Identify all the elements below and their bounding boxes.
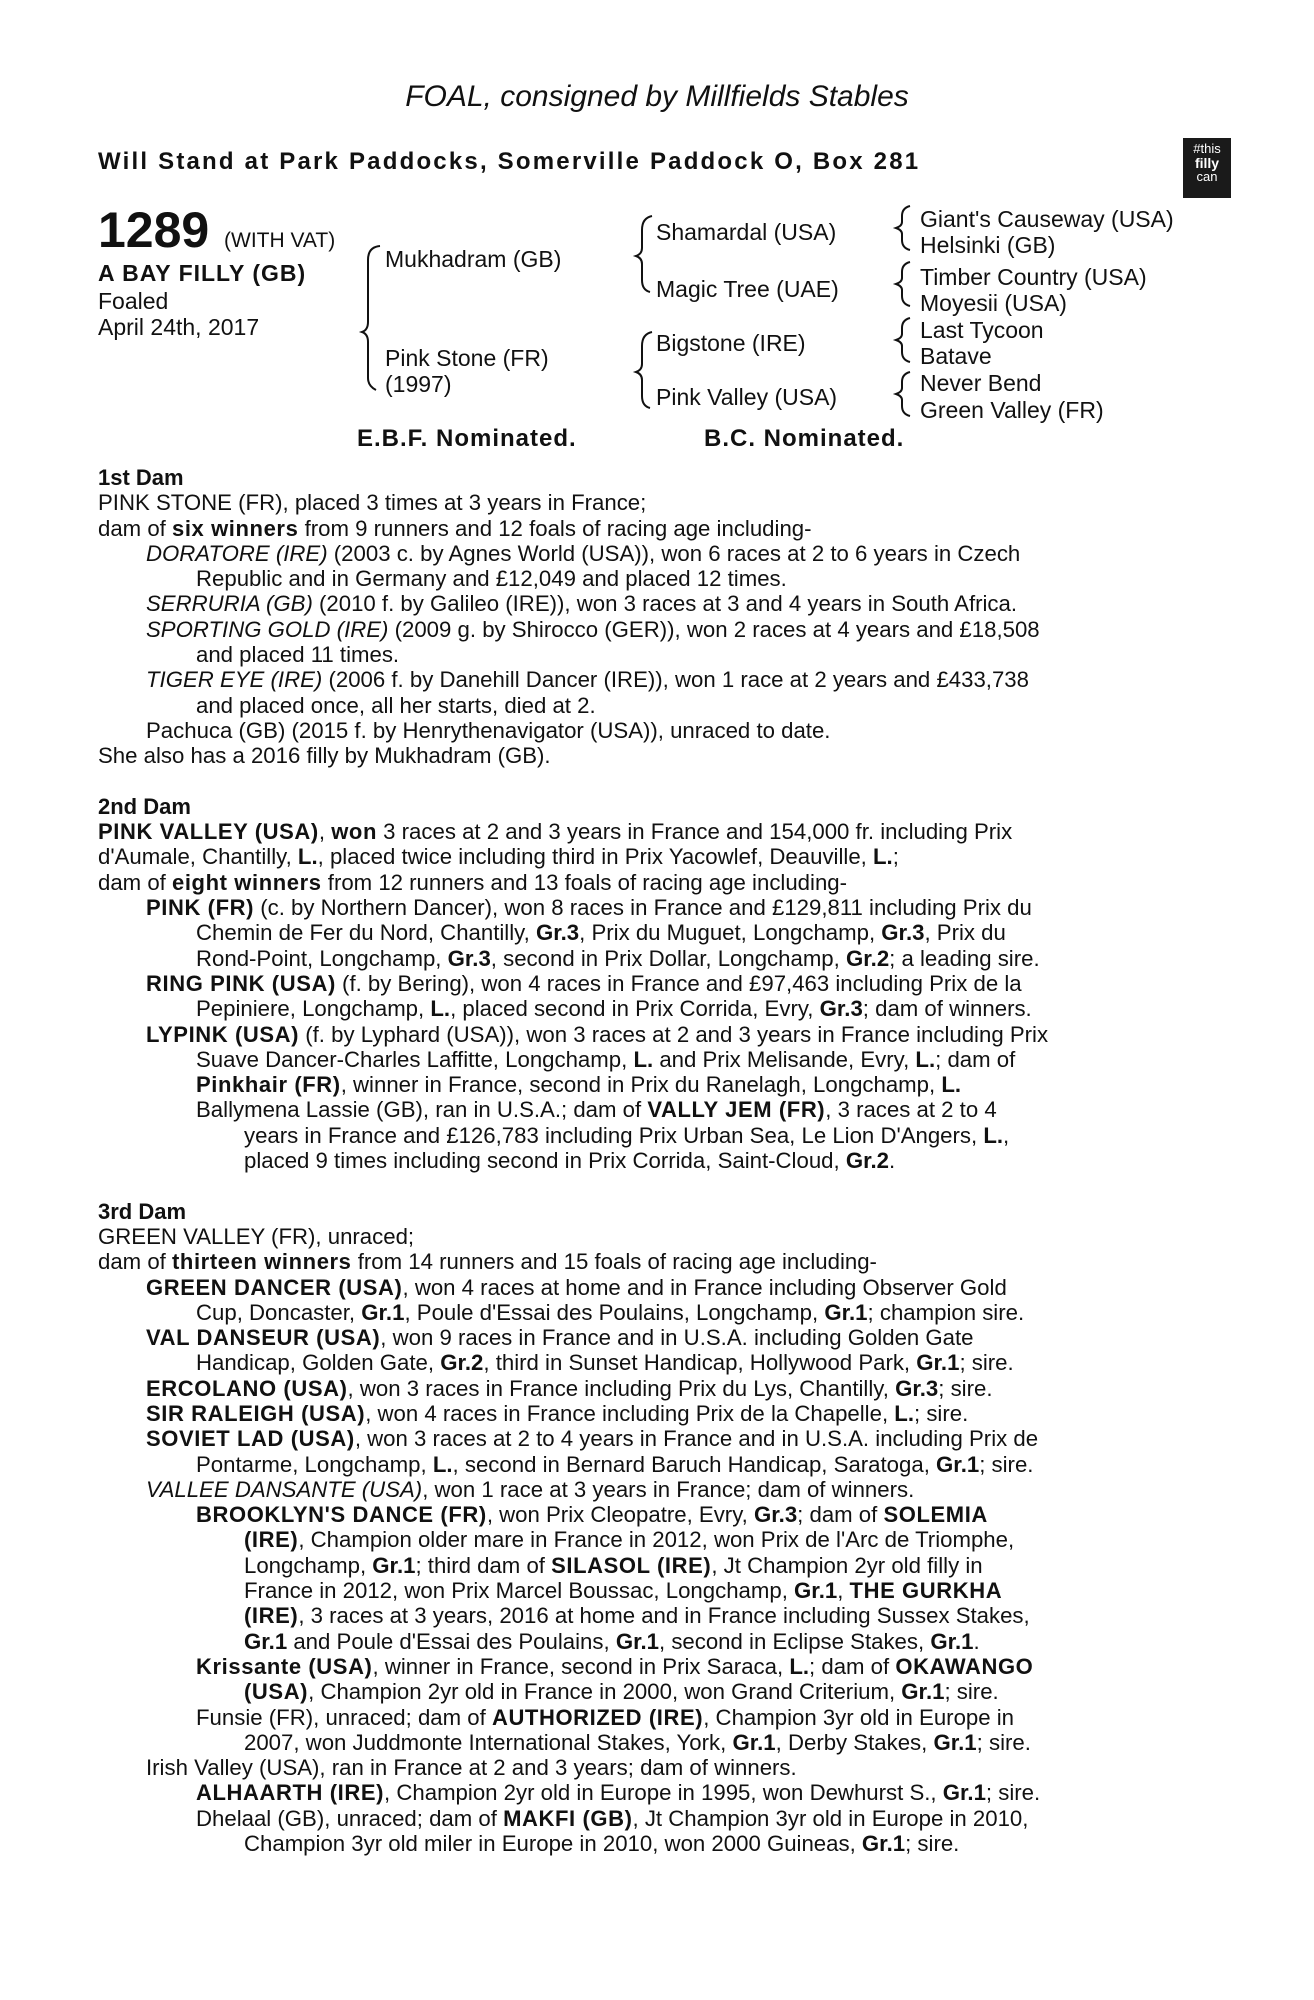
horse-name: PINK VALLEY (USA): [98, 819, 319, 845]
race-grade: Gr.1: [901, 1679, 945, 1705]
race-grade: Gr.1: [361, 1299, 405, 1325]
produce-entry-cont: [98, 920, 1218, 945]
third-dam-produce-summary: [98, 1249, 1218, 1274]
text: , placed twice including third in Prix Yacowlef, Deauville,: [317, 844, 873, 870]
race-grade: Gr.1: [930, 1628, 974, 1654]
ebf-nominated: E.B.F. Nominated.: [357, 425, 577, 452]
text: Ballymena Lassie (GB), ran in U.S.A.; dam of: [196, 1097, 648, 1123]
produce-entry-cont: Republic and in Germany and £12,049 and placed 12 times.: [196, 566, 787, 592]
text: , second in Eclipse Stakes,: [658, 1628, 931, 1654]
text: , Prix du: [924, 920, 1006, 946]
produce-entry-cont: [98, 996, 1218, 1021]
text: , Champion older mare in France in 2012, won Prix de l'Arc de Triomphe,: [298, 1527, 1015, 1553]
text: , won 4 races in France including Prix de la Chapelle,: [365, 1400, 895, 1426]
text: ; dam of: [809, 1653, 896, 1679]
text: , 3 races at 2 to 4: [825, 1097, 997, 1123]
horse-name: BROOKLYN'S DANCE (FR): [196, 1502, 487, 1528]
horse-name: THE GURKHA: [849, 1578, 1003, 1604]
produce-entry-cont: [98, 946, 1218, 971]
text: 2007, won Juddmonte International Stakes, York,: [244, 1729, 733, 1755]
text: , 3 races at 3 years, 2016 at home and in France including Sussex Stakes,: [298, 1603, 1030, 1629]
dam-dam-dam: Green Valley (FR): [920, 397, 1104, 423]
produce-note: She also has a 2016 filly by Mukhadram (GB).: [98, 743, 551, 769]
text: from 9 runners and 12 foals of racing age including-: [298, 515, 812, 541]
text: from 14 runners and 15 foals of racing age including-: [351, 1249, 877, 1275]
text: , winner in France, second in Prix du Ranelagh, Longchamp,: [340, 1072, 942, 1098]
text: dam of: [98, 515, 172, 541]
badge-line-3: can: [1196, 169, 1218, 184]
race-grade: L.: [297, 844, 318, 870]
text: ;: [892, 844, 899, 870]
horse-name: Pinkhair (FR): [196, 1072, 341, 1098]
text: dam of: [98, 1249, 172, 1275]
sire: Mukhadram (GB): [385, 246, 562, 272]
grand-produce-entry-cont: [98, 1629, 1218, 1654]
text: dam of: [98, 869, 172, 895]
horse-name: VALLEE DANSANTE (USA): [146, 1476, 423, 1502]
text: Rond-Point, Longchamp,: [196, 945, 448, 971]
race-grade: Gr.1: [824, 1299, 868, 1325]
badge-line-1: #this: [1193, 141, 1221, 156]
horse-name: SILASOL (IRE): [551, 1552, 712, 1578]
text: Chemin de Fer du Nord, Chantilly,: [196, 920, 536, 946]
text: .: [889, 1148, 896, 1174]
produce-entry: [98, 1477, 1218, 1502]
vat-note: (WITH VAT): [224, 229, 336, 252]
first-dam-line: PINK STONE (FR), placed 3 times at 3 years in France;: [98, 490, 647, 516]
race-grade: L.: [983, 1122, 1004, 1148]
race-grade: L.: [789, 1653, 810, 1679]
text: , Jt Champion 2yr old filly in: [711, 1552, 983, 1578]
third-dam-line: GREEN VALLEY (FR), unraced;: [98, 1223, 415, 1249]
text: ; third dam of: [415, 1552, 552, 1578]
text: (f. by Lyphard (USA)), won 3 races at 2 and 3 years in France including Prix: [299, 1021, 1049, 1047]
text: Pepiniere, Longchamp,: [196, 996, 431, 1022]
grand-produce-entry-cont: [98, 1831, 1218, 1856]
produce-entry-cont: and placed once, all her starts, died at 2.: [196, 692, 596, 718]
text: ,: [318, 819, 332, 845]
text: ; sire.: [979, 1451, 1034, 1477]
lot-title: A BAY FILLY (GB): [98, 260, 307, 286]
grand-produce-entry-cont: [98, 1603, 1218, 1628]
horse-name: ALHAARTH (IRE): [196, 1780, 385, 1806]
text: won: [331, 819, 377, 845]
horse-name: AUTHORIZED (IRE): [491, 1704, 704, 1730]
grand-produce-entry-cont: [98, 1730, 1218, 1755]
text: , Jt Champion 3yr old in Europe in 2010,: [632, 1805, 1029, 1831]
text: Cup, Doncaster,: [196, 1299, 362, 1325]
grand-produce-entry-cont: [98, 1679, 1218, 1704]
produce-entry-cont: [98, 1148, 1218, 1173]
text: Dhelaal (GB), unraced; dam of: [196, 1805, 504, 1831]
text: , Poule d'Essai des Poulains, Longchamp,: [404, 1299, 825, 1325]
second-dam-line: [98, 844, 1218, 869]
horse-name: RING PINK (USA): [146, 970, 336, 996]
text: ,: [1003, 1122, 1010, 1148]
text: ; sire.: [905, 1831, 960, 1857]
horse-name: (IRE): [244, 1603, 299, 1629]
grand-produce-entry: [98, 1806, 1218, 1831]
race-grade: Gr.3: [819, 996, 863, 1022]
sire-sire-dam: Helsinki (GB): [920, 232, 1056, 258]
race-grade: L.: [633, 1046, 654, 1072]
race-grade: L.: [873, 844, 893, 870]
produce-entry: [98, 1376, 1218, 1401]
bc-nominated: B.C. Nominated.: [704, 425, 905, 452]
horse-name: (IRE): [244, 1527, 299, 1553]
text: , third in Sunset Handicap, Hollywood Park,: [483, 1350, 917, 1376]
text: , Champion 3yr old in Europe in: [703, 1704, 1015, 1730]
first-dam-produce-summary: [98, 516, 1218, 541]
sire-sire-sire: Giant's Causeway (USA): [920, 206, 1174, 232]
text: (f. by Bering), won 4 races in France and £97,463 including Prix de la: [335, 970, 1022, 996]
winners-count: six winners: [172, 515, 299, 541]
grand-produce-entry: [98, 1780, 1218, 1805]
race-grade: Gr.1: [916, 1350, 960, 1376]
race-grade: Gr.2: [440, 1350, 484, 1376]
horse-name: SPORTING GOLD (IRE): [146, 616, 389, 642]
produce-entry: [98, 541, 1218, 566]
sire-dam-dam: Moyesii (USA): [920, 290, 1067, 316]
text: ; champion sire.: [867, 1299, 1025, 1325]
produce-entry: Irish Valley (USA), ran in France at 2 and 3 years; dam of winners.: [146, 1755, 797, 1781]
first-dam-heading: 1st Dam: [98, 465, 184, 490]
race-grade: Gr.1: [372, 1552, 416, 1578]
text: ; a leading sire.: [889, 945, 1040, 971]
race-grade: L.: [941, 1072, 962, 1098]
race-grade: Gr.1: [244, 1628, 288, 1654]
race-grade: Gr.1: [942, 1780, 986, 1806]
horse-name: Krissante (USA): [196, 1653, 373, 1679]
text: Pontarme, Longchamp,: [196, 1451, 433, 1477]
produce-entry: [98, 1275, 1218, 1300]
produce-entry: [98, 971, 1218, 996]
produce-entry-cont: [98, 1072, 1218, 1097]
horse-name: SERRURIA (GB): [146, 591, 313, 617]
first-dam-section: [98, 465, 1218, 769]
grand-produce-entry: [98, 1502, 1218, 1527]
text: , won 3 races at 2 to 4 years in France and in U.S.A. including Prix de: [354, 1426, 1039, 1452]
horse-name: TIGER EYE (IRE): [146, 667, 323, 693]
produce-entry-cont: and placed 11 times.: [196, 642, 400, 668]
text: Longchamp,: [244, 1552, 373, 1578]
produce-entry: [98, 1401, 1218, 1426]
dam-dam-sire: Never Bend: [920, 370, 1042, 396]
produce-entry-cont: [98, 1047, 1218, 1072]
produce-entry: Pachuca (GB) (2015 f. by Henrythenavigator (USA)), unraced to date.: [146, 717, 831, 743]
text: , second in Prix Dollar, Longchamp,: [490, 945, 846, 971]
sire-dam: Magic Tree (UAE): [656, 276, 839, 302]
text: (2010 f. by Galileo (IRE)), won 3 races at 3 and 4 years in South Africa.: [312, 591, 1018, 617]
race-grade: Gr.1: [732, 1729, 776, 1755]
produce-entry: [98, 591, 1218, 616]
text: , second in Bernard Baruch Handicap, Saratoga,: [452, 1451, 937, 1477]
dam-year: (1997): [385, 371, 452, 397]
text: Champion 3yr old miler in Europe in 2010, won 2000 Guineas,: [244, 1831, 862, 1857]
dam-sire-dam: Batave: [920, 343, 992, 369]
text: , won 3 races in France including Prix du Lys, Chantilly,: [347, 1375, 896, 1401]
dam-sire: Bigstone (IRE): [656, 330, 806, 356]
text: , won 4 races at home and in France including Observer Gold: [402, 1274, 1007, 1300]
second-dam-heading: 2nd Dam: [98, 793, 191, 819]
produce-entry-cont: [98, 1097, 1218, 1122]
horse-name: SOVIET LAD (USA): [146, 1426, 355, 1452]
text: d'Aumale, Chantilly,: [98, 844, 298, 870]
text: , Champion 2yr old in France in 2000, won Grand Criterium,: [308, 1679, 902, 1705]
second-dam-line: [98, 819, 1218, 844]
grand-produce-entry-cont: [98, 1578, 1218, 1603]
produce-entry-cont: [98, 1452, 1218, 1477]
race-grade: L.: [915, 1046, 936, 1072]
foaled-date: April 24th, 2017: [98, 314, 260, 340]
race-grade: L.: [894, 1400, 914, 1426]
text: ; sire.: [976, 1729, 1031, 1755]
grand-produce-entry-cont: [98, 1553, 1218, 1578]
third-dam-heading: 3rd Dam: [98, 1198, 187, 1224]
grand-produce-entry: [98, 1654, 1218, 1679]
consignment-line: FOAL, consigned by Millfields Stables: [405, 80, 909, 113]
winners-count: eight winners: [172, 869, 322, 895]
race-grade: Gr.3: [881, 920, 925, 946]
race-grade: Gr.1: [936, 1451, 980, 1477]
horse-name: SIR RALEIGH (USA): [146, 1400, 366, 1426]
race-grade: Gr.1: [615, 1628, 659, 1654]
dam-dam: Pink Valley (USA): [656, 384, 838, 410]
race-grade: Gr.3: [535, 920, 580, 946]
horse-name: (USA): [244, 1679, 309, 1705]
text: (2009 g. by Shirocco (GER)), won 2 races at 4 years and £18,508: [388, 616, 1040, 642]
race-grade: Gr.3: [753, 1502, 798, 1528]
text: , won 9 races in France and in U.S.A. including Golden Gate: [380, 1325, 974, 1351]
text: , won Prix Cleopatre, Evry,: [486, 1502, 754, 1528]
race-grade: Gr.2: [845, 1148, 889, 1174]
produce-entry: [98, 667, 1218, 692]
horse-name: MAKFI (GB): [503, 1805, 633, 1831]
produce-entry-cont: [98, 1350, 1218, 1375]
produce-entry-cont: [98, 1123, 1218, 1148]
text: and Prix Melisande, Evry,: [653, 1046, 916, 1072]
text: (2006 f. by Danehill Dancer (IRE)), won 1 race at 2 years and £433,738: [322, 667, 1029, 693]
horse-name: GREEN DANCER (USA): [146, 1274, 403, 1300]
produce-entry: [98, 1325, 1218, 1350]
stand-location: Will Stand at Park Paddocks, Somerville Paddock O, Box 281: [98, 148, 921, 175]
text: ; dam of: [797, 1502, 884, 1528]
horse-name: ERCOLANO (USA): [146, 1375, 348, 1401]
produce-entry: [98, 1426, 1218, 1451]
text: (2003 c. by Agnes World (USA)), won 6 races at 2 to 6 years in Czech: [327, 540, 1021, 566]
foaled-label: Foaled: [98, 288, 169, 314]
race-grade: Gr.2: [845, 945, 890, 971]
text: from 12 runners and 13 foals of racing age including-: [321, 869, 848, 895]
text: , Derby Stakes,: [775, 1729, 934, 1755]
race-grade: Gr.1: [794, 1578, 838, 1604]
winners-count: thirteen winners: [172, 1249, 352, 1275]
catalogue-body: [98, 465, 1218, 1856]
race-grade: Gr.1: [933, 1729, 977, 1755]
text: ; sire.: [938, 1375, 993, 1401]
horse-name: OKAWANGO: [895, 1653, 1034, 1679]
text: years in France and £126,783 including Prix Urban Sea, Le Lion D'Angers,: [244, 1122, 984, 1148]
sire-sire: Shamardal (USA): [656, 219, 837, 245]
text: ; sire.: [985, 1780, 1041, 1806]
horse-name: PINK (FR): [146, 895, 255, 921]
horse-name: DORATORE (IRE): [146, 540, 328, 566]
horse-name: LYPINK (USA): [146, 1021, 300, 1047]
text: ; sire.: [959, 1350, 1014, 1376]
text: , won 1 race at 3 years in France; dam of winners.: [422, 1476, 915, 1502]
race-grade: Gr.3: [447, 945, 491, 971]
text: placed 9 times including second in Prix Corrida, Saint-Cloud,: [244, 1148, 846, 1174]
text: , Prix du Muguet, Longchamp,: [579, 920, 882, 946]
text: ; sire.: [944, 1679, 999, 1705]
produce-entry-cont: [98, 1300, 1218, 1325]
dam: Pink Stone (FR): [385, 345, 549, 371]
text: ; sire.: [914, 1400, 969, 1426]
text: .: [973, 1628, 980, 1654]
lot-number: 1289: [98, 202, 210, 258]
produce-entry: [98, 895, 1218, 920]
text: , Champion 2yr old in Europe in 1995, won Dewhurst S.,: [384, 1780, 943, 1806]
text: and Poule d'Essai des Poulains,: [287, 1628, 616, 1654]
text: , placed second in Prix Corrida, Evry,: [450, 996, 820, 1022]
text: ; dam of winners.: [862, 996, 1032, 1022]
horse-name: VAL DANSEUR (USA): [146, 1325, 381, 1351]
second-dam-produce-summary: [98, 870, 1218, 895]
produce-entry: [98, 617, 1218, 642]
text: Funsie (FR), unraced; dam of: [196, 1704, 492, 1730]
grand-produce-entry-cont: [98, 1527, 1218, 1552]
third-dam-section: [98, 1199, 1218, 1857]
text: Handicap, Golden Gate,: [196, 1350, 441, 1376]
horse-name: VALLY JEM (FR): [647, 1097, 826, 1123]
dam-sire-sire: Last Tycoon: [920, 317, 1044, 343]
text: 3 races at 2 and 3 years in France and 154,000 fr. including Prix: [376, 819, 1013, 845]
text: (c. by Northern Dancer), won 8 races in France and £129,811 including Prix du: [254, 895, 1032, 921]
text: Suave Dancer-Charles Laffitte, Longchamp,: [196, 1046, 634, 1072]
text: France in 2012, won Prix Marcel Boussac, Longchamp,: [244, 1578, 795, 1604]
text: , winner in France, second in Prix Saraca,: [372, 1653, 790, 1679]
race-grade: Gr.1: [861, 1831, 906, 1857]
race-grade: Gr.3: [895, 1375, 939, 1401]
horse-name: SOLEMIA: [883, 1502, 988, 1528]
grand-produce-entry: [98, 1705, 1218, 1730]
sire-dam-sire: Timber Country (USA): [920, 264, 1147, 290]
text: ; dam of: [935, 1046, 1016, 1072]
text: ,: [837, 1578, 850, 1604]
produce-entry: [98, 1022, 1218, 1047]
race-grade: L.: [430, 996, 451, 1022]
second-dam-section: [98, 794, 1218, 1173]
race-grade: L.: [432, 1451, 453, 1477]
badge-line-2: filly: [1194, 155, 1220, 171]
